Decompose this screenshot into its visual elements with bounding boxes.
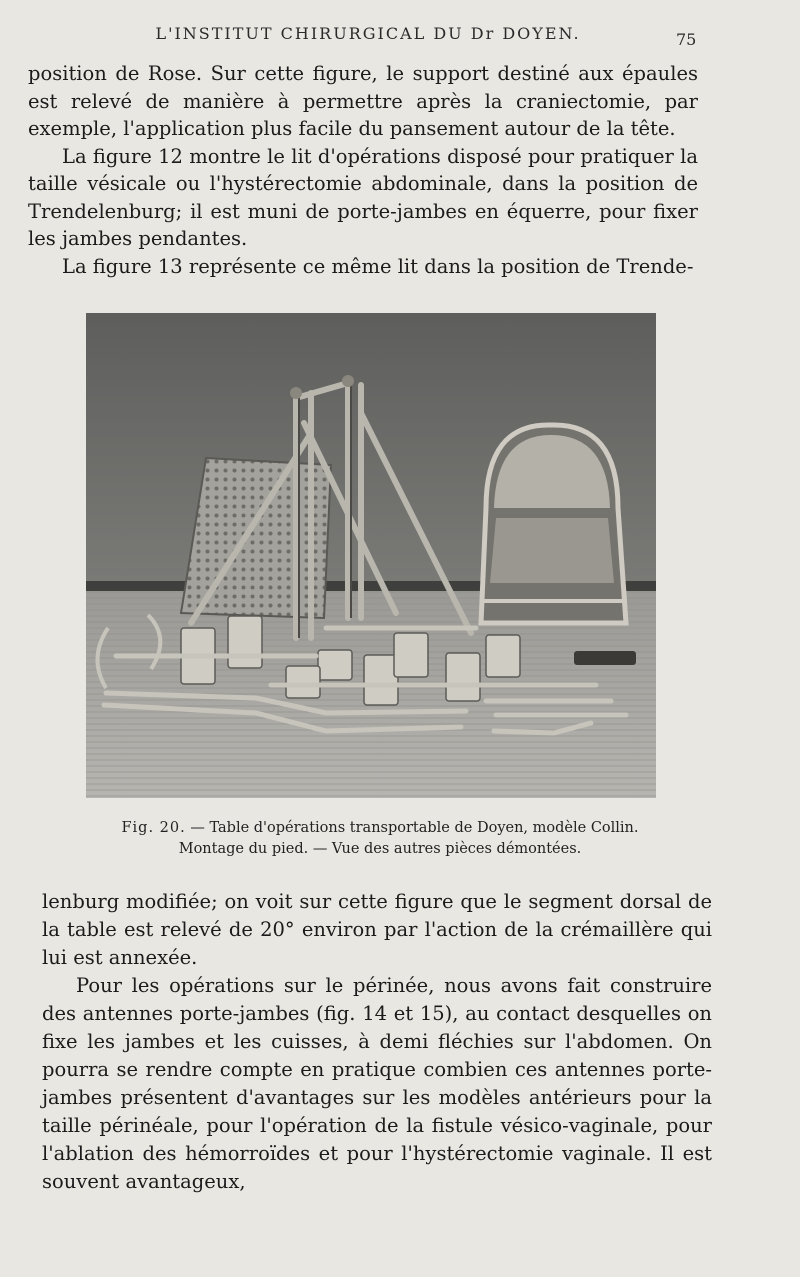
figure-photograph — [86, 313, 656, 798]
paragraph: position de Rose. Sur cette figure, le support destiné aux épaules est relevé de manière à permettre après la craniectomie, par exemple, l'application plus facile du pansement autour de la tête. — [28, 62, 698, 140]
figure-label: Fig. 20. — [121, 820, 186, 836]
operating-table-photo — [86, 313, 656, 798]
caption-line-1 — [100, 818, 660, 839]
text-block-bottom — [42, 888, 712, 1196]
text-block-top — [28, 60, 698, 280]
page-number: 75 — [676, 30, 697, 49]
caption-title: — Table d'opérations transportable de Doyen, modèle Collin. — [190, 820, 639, 836]
paragraph: lenburg modifiée; on voit sur cette figure que le segment dorsal de la table est relevé de 20° environ par l'action de la crémaillère qui lui est annexée. — [42, 890, 712, 969]
running-head: L'INSTITUT CHIRURGICAL DU Dr DOYEN. — [155, 24, 581, 43]
caption-line-2: Montage du pied. — Vue des autres pièces démontées. — [178, 841, 582, 857]
paragraph: La figure 12 montre le lit d'opérations disposé pour pratiquer la taille vésicale ou l'hystérectomie abdominale, dans la position de Trendelenburg; il est muni de porte-jambes en équerre, pour fixer les jambes pendantes. — [28, 144, 698, 250]
paragraph: La figure 13 représente ce même lit dans la position de Trende- — [62, 254, 694, 278]
figure-caption — [100, 818, 660, 860]
paragraph: Pour les opérations sur le périnée, nous avons fait construire des antennes porte-jambes (fig. 14 et 15), au contact desquelles on fixe les jambes et les cuisses, à demi fléchies sur l'abdomen. On pourra se rendre compte en pratique combien ces antennes porte-jambes présentent d'avantages sur les modèles antérieurs pour la taille périnéale, pour l'opération de la fistule vésico-vaginale, pour l'ablation des hémorroïdes et pour l'hystérectomie vaginale. Il est souvent avantageux, — [42, 974, 712, 1193]
